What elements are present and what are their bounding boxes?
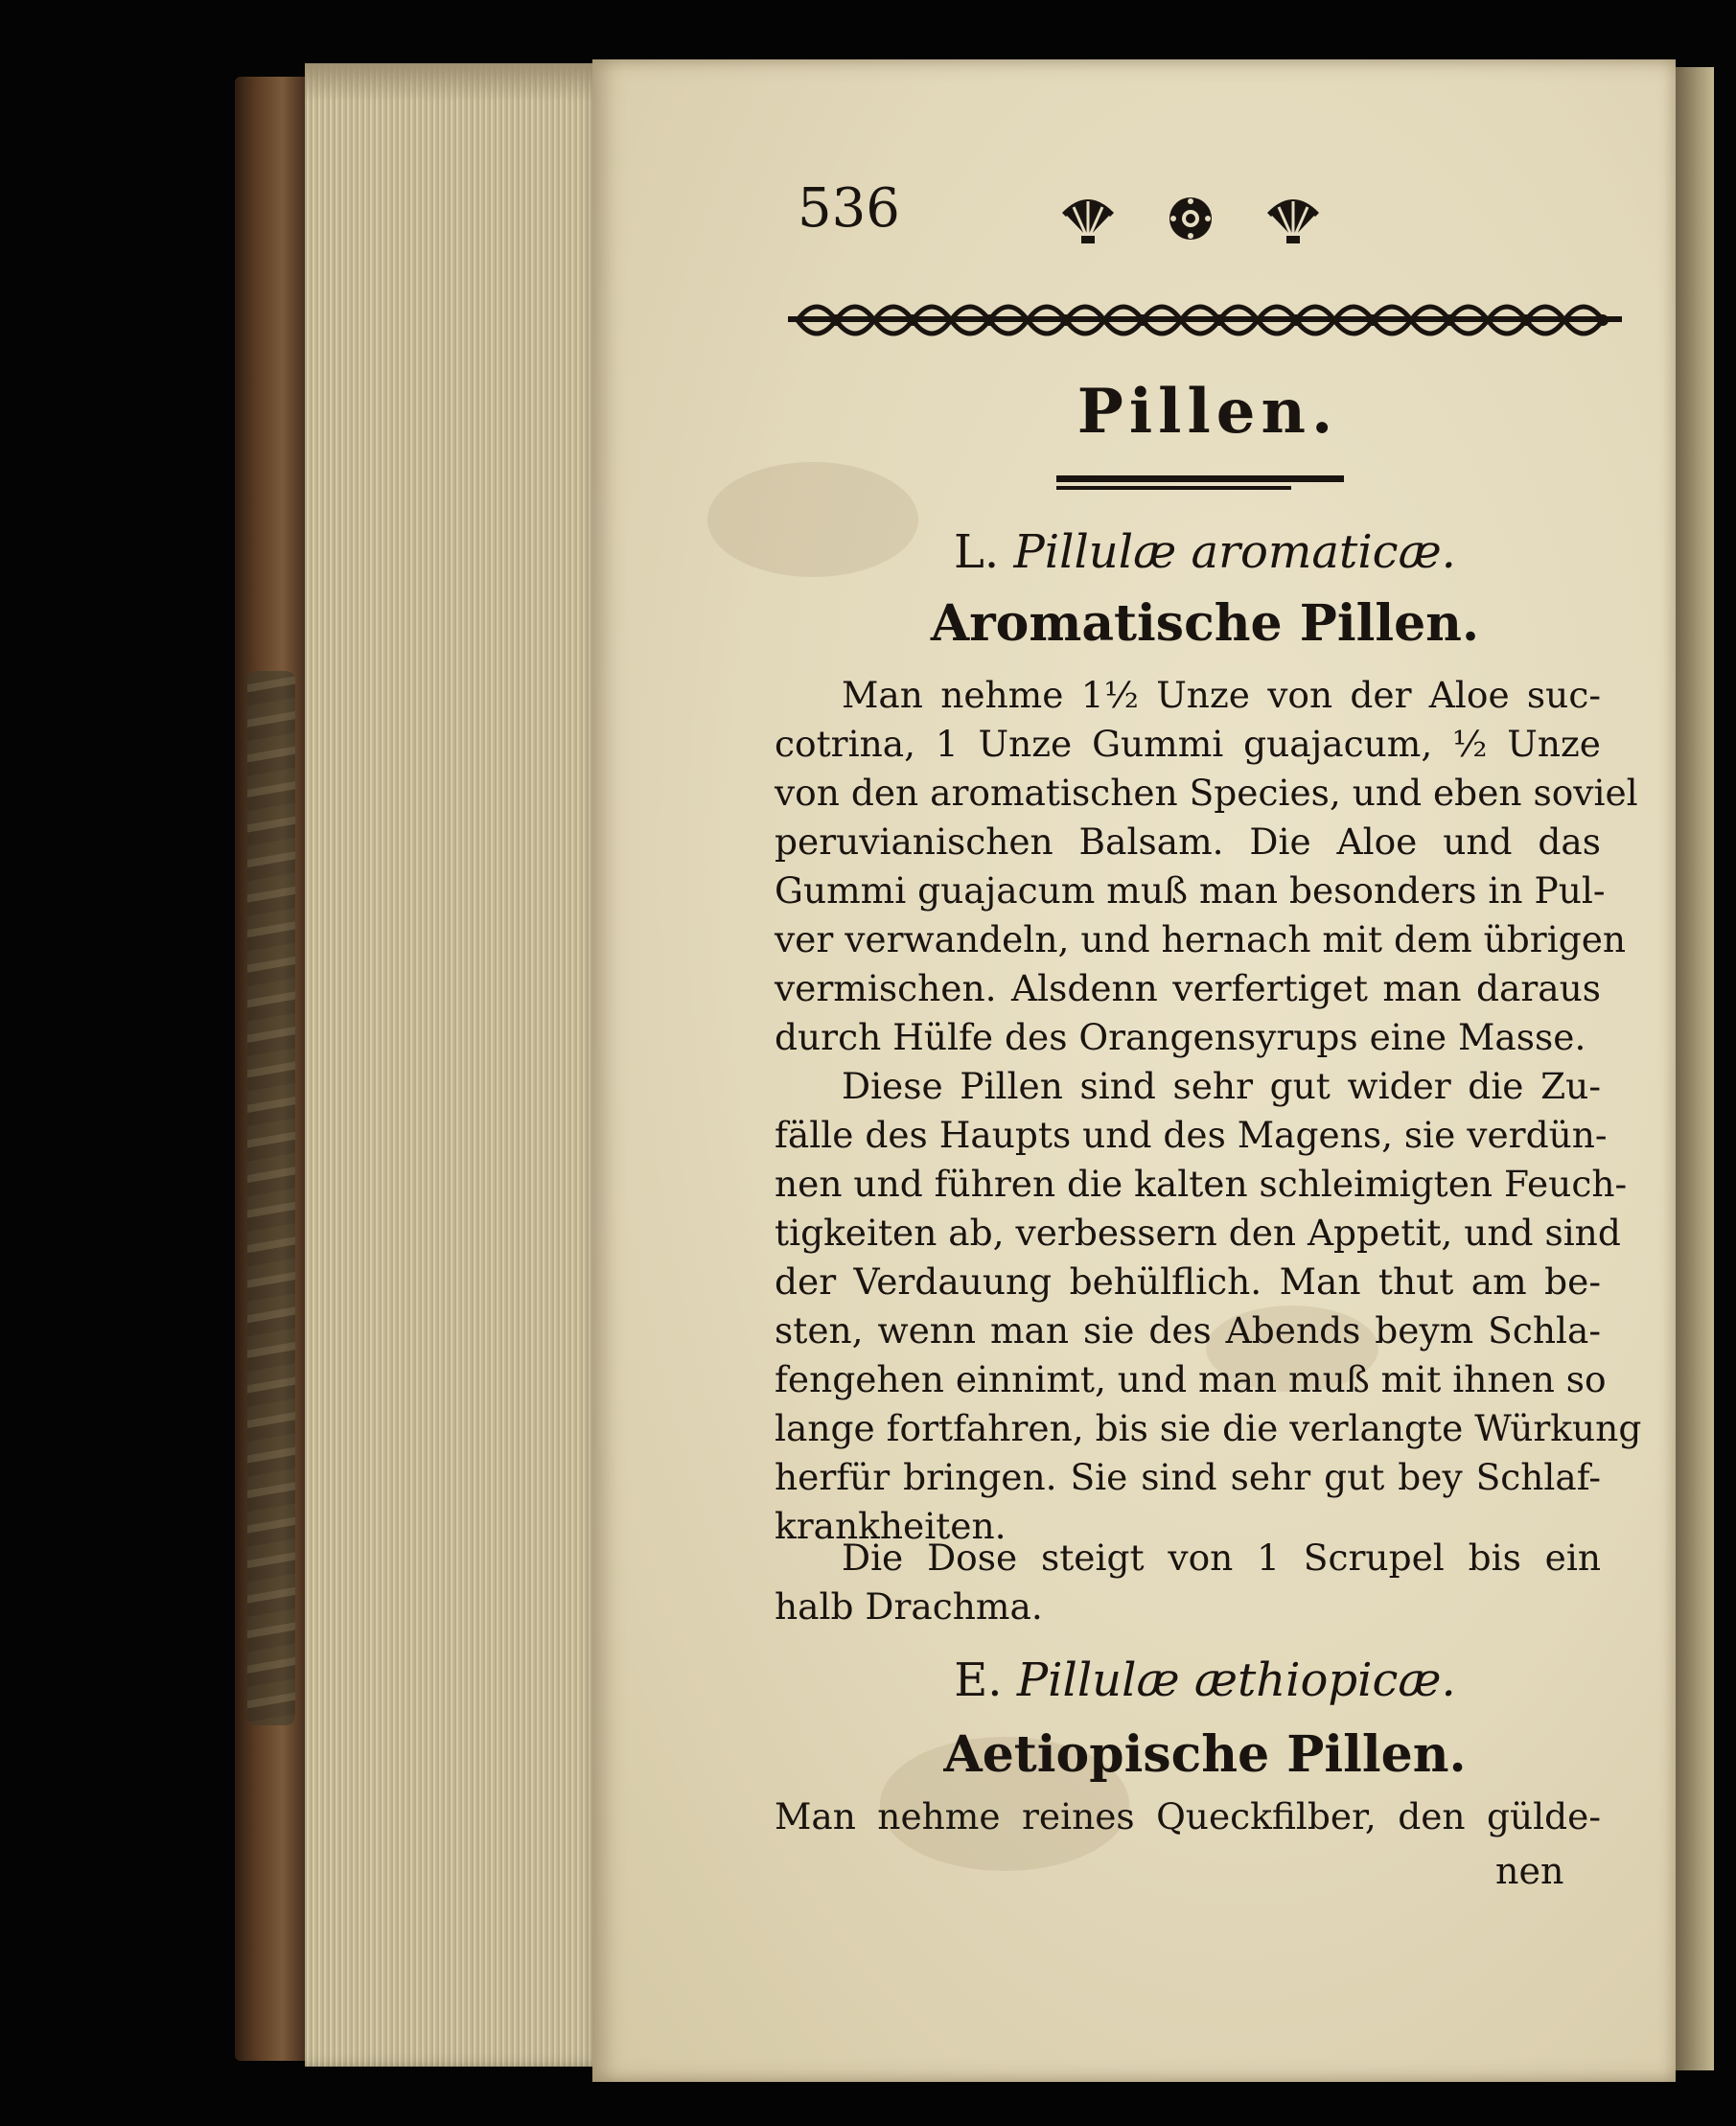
paragraph <box>775 1062 1642 1551</box>
flower-ornament-icon <box>1162 192 1219 255</box>
text-line: ver verwandeln, und hernach mit dem übrigen <box>775 918 1627 960</box>
text-line: Gummi guajacum muß man besonders in Pul- <box>775 869 1606 912</box>
text-line: fälle des Haupts und des Magens, sie verdün- <box>775 1114 1608 1156</box>
text-line: krankheiten. <box>775 1505 1007 1547</box>
text-line: fengehen einnimt, und man muß mit ihnen so <box>775 1358 1607 1400</box>
section-latin-heading <box>788 525 1622 581</box>
text-line: halb Drachma. <box>775 1585 1043 1628</box>
text-line: der Verdauung behülflich. Man thut am be- <box>775 1260 1601 1303</box>
page-block-edges <box>305 63 602 2067</box>
text-line: tigkeiten ab, verbessern den Appetit, und sind <box>775 1212 1621 1254</box>
catchword: nen <box>1495 1850 1564 1892</box>
page-number: 536 <box>798 177 900 240</box>
facing-page-edge <box>1676 67 1714 2070</box>
section-german-heading: Aetiopische Pillen. <box>943 1725 1467 1784</box>
text-line: sten, wenn man sie des Abends beym Schla- <box>775 1309 1601 1352</box>
section-german-heading: Aromatische Pillen. <box>930 594 1480 653</box>
shell-ornament-icon <box>1260 192 1327 255</box>
text-line: vermischen. Alsdenn verfertiget man daraus <box>775 967 1601 1009</box>
latin-title: Pillulæ æthiopicæ. <box>1016 1653 1456 1707</box>
chapter-title: Pillen. <box>1076 376 1339 448</box>
text-line: lange fortfahren, bis sie die verlangte Würkung <box>775 1407 1642 1449</box>
latin-title: Pillulæ aromaticæ. <box>1013 525 1456 579</box>
text-line: peruvianischen Balsam. Die Aloe und das <box>775 820 1601 863</box>
text-line: cotrina, 1 Unze Gummi guajacum, ½ Unze <box>775 723 1601 765</box>
section-letter: E. <box>954 1653 1003 1707</box>
text-line: Man nehme 1½ Unze von der Aloe suc- <box>842 674 1601 716</box>
text-line: von den aromatischen Species, und eben soviel <box>775 772 1638 814</box>
text-line: Diese Pillen sind sehr gut wider die Zu- <box>842 1065 1601 1107</box>
text-line: durch Hülfe des Orangensyrups eine Masse. <box>775 1016 1586 1058</box>
section-letter: L. <box>954 525 1000 579</box>
marbled-cover <box>247 671 295 1725</box>
text-line: nen und führen die kalten schleimigten Feuch- <box>775 1163 1628 1205</box>
paragraph <box>775 671 1638 1062</box>
text-line: Man nehme reines Queckfilber, den gülde- <box>775 1795 1601 1837</box>
shell-ornament-icon <box>1054 192 1122 255</box>
scroll-band-ornament <box>788 288 1622 353</box>
paragraph <box>775 1792 1601 1841</box>
title-rule <box>1056 475 1344 490</box>
text-line: herfür bringen. Sie sind sehr gut bey Schlaf- <box>775 1456 1601 1498</box>
text-line: Die Dose steigt von 1 Scrupel bis ein <box>842 1537 1601 1579</box>
paragraph <box>775 1534 1601 1631</box>
page-block-shadow <box>305 63 602 102</box>
header-ornaments <box>1054 192 1327 255</box>
section-latin-heading <box>788 1653 1622 1709</box>
